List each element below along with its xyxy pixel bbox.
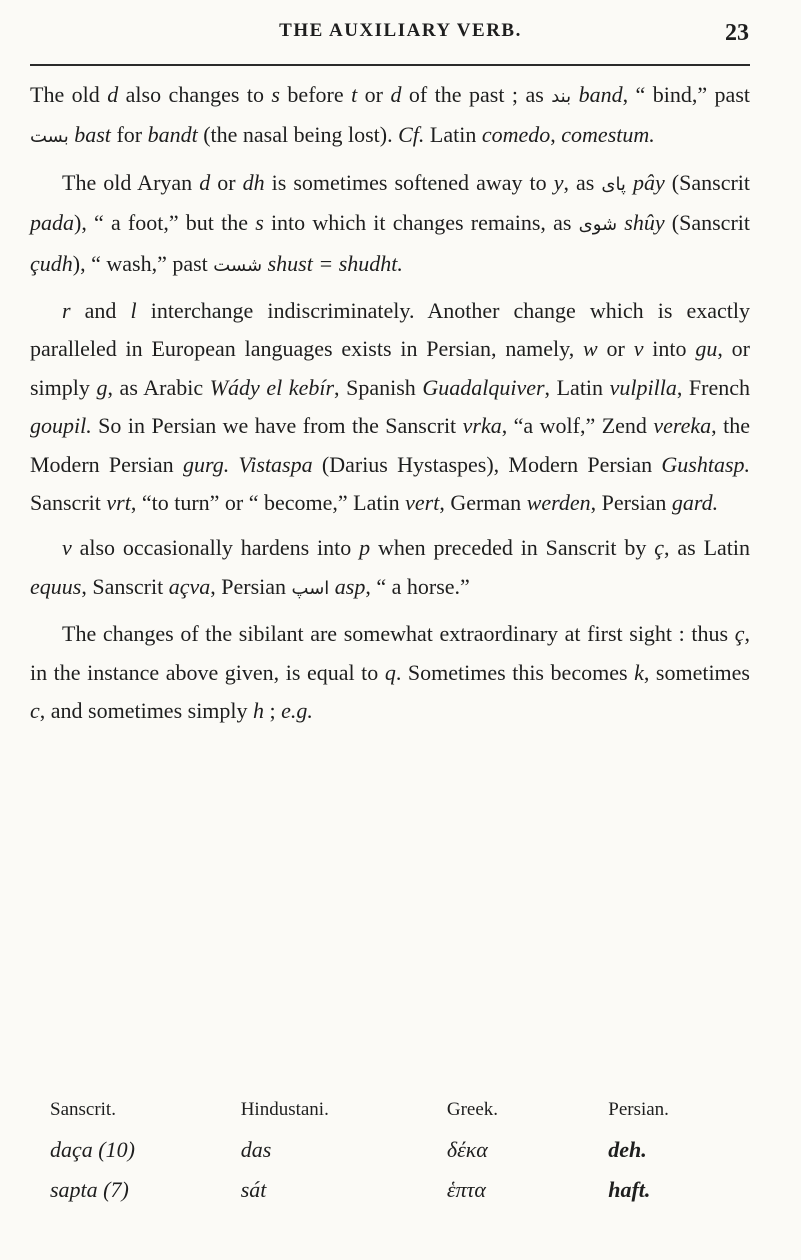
italic-term: v [633,336,644,362]
italic-term: shûy [624,210,665,236]
text-run: is sometimes softened away to [264,169,554,195]
text-run: or [210,169,243,195]
italic-term: bandt [147,122,198,148]
text-run: , or simply [30,336,751,400]
italic-term: t [351,82,358,107]
italic-term: d [390,82,402,107]
table-cell: daça (10) [50,1137,135,1162]
text-run: ), “ a foot,” but the [74,210,256,236]
italic-term: goupil. [30,413,92,439]
column-header-hindustani: Hindustani. [240,1099,329,1120]
italic-term: çudh [30,250,73,276]
arabic-script-word: بست [30,126,69,148]
text-run: (Darius Hystaspes), Modern Persian [312,451,662,477]
text-run: So in Persian we have from the Sanscrit [91,413,463,439]
italic-term: r [62,298,71,324]
italic-term: Guadalquiver [422,374,545,400]
text-run: or [357,82,391,107]
arabic-script-word: اسپ [291,577,330,599]
text-run: Sanscrit [30,490,107,516]
italic-term: ç [654,535,665,561]
italic-term: d [107,82,119,107]
italic-term: h [253,698,265,724]
text-run: , the Modern Persian [30,413,751,477]
text-run: , [550,122,562,148]
body-text [30,76,750,731]
arabic-script-word: شست [213,254,263,276]
italic-term: v [62,535,72,561]
italic-term: bast [74,122,111,148]
text-run: , sometimes [643,659,750,685]
italic-term: vert [405,490,440,516]
text-run: , “to turn” or “ become,” Latin [130,490,406,516]
italic-term: l [130,298,137,324]
arabic-script-word: شوی [578,214,618,236]
table-cell: deh. [608,1137,647,1162]
text-run: into which it changes remains, as [263,210,579,236]
text-run: and [70,298,131,324]
italic-term: q [384,659,396,685]
italic-term: werden [526,490,591,516]
column-header-sanscrit: Sanscrit. [50,1099,116,1120]
italic-term: c [30,698,40,724]
text-run [571,82,578,107]
italic-term: dh [242,169,265,195]
italic-term: d [199,169,211,195]
text-run: , “ bind,” past [622,82,750,107]
paragraph-r-l-interchange [30,292,750,522]
text-run: ), “ wash,” past [72,250,214,276]
text-run: , Latin [544,374,610,400]
italic-term: comedo [481,122,551,148]
text-run: , Persian [590,490,672,516]
text-run: also occasionally hardens into [71,535,360,561]
table-row [50,1170,740,1210]
text-run: The old [30,82,108,107]
italic-term: s [271,82,280,107]
italic-term: vrt [106,490,131,516]
text-run: , and sometimes simply [39,698,254,724]
table-row [50,1130,740,1170]
table-cell: das [240,1137,272,1162]
table-header-row [50,1090,740,1130]
table-cell: δέκα [446,1137,488,1162]
italic-term: e.g. [281,698,313,724]
arabic-script-word: پای [601,173,626,195]
column-header-persian: Persian. [608,1099,669,1120]
italic-term: g [96,374,108,400]
italic-term: açva [168,573,211,599]
italic-term: k [634,659,644,685]
column-header-greek: Greek. [446,1099,499,1120]
italic-term: band [578,82,623,107]
table-cell: sapta (7) [50,1177,129,1202]
text-run: (Sanscrit [664,210,750,236]
italic-term: shust = shudht. [267,250,403,276]
text-run: . Sometimes this becomes [395,659,635,685]
paragraph-aryan-d-softened [30,164,750,285]
italic-term: Cf. [398,122,425,148]
italic-term: p [359,535,371,561]
italic-term: s [255,210,264,236]
text-run: The changes of the sibilant are somewhat extraordinary at first sight : thus [62,621,735,647]
text-run: The old Aryan [62,169,200,195]
italic-term: asp [334,573,366,599]
text-run: , in the instance above given, is equal to [30,621,750,685]
text-run: into [643,336,696,362]
text-run [626,170,633,195]
italic-term: equus [30,573,82,599]
text-run: ; [264,698,282,724]
comparison-table [50,1090,740,1210]
text-run: , as Latin [664,535,750,561]
text-run: , “ a horse.” [365,573,470,599]
paragraph-old-d-to-s [30,76,750,157]
italic-term: vrka [462,413,502,439]
text-run: for [110,122,148,148]
text-run: , French [676,374,751,400]
table-cell: sát [240,1177,267,1202]
text-run: , Persian [210,573,292,599]
paragraph-v-hardens [30,529,750,608]
italic-term: y [553,169,564,195]
text-run: or [597,336,634,362]
arabic-script-word: بند [551,86,572,107]
text-run: of the past ; as [401,82,552,107]
italic-term: pada [30,210,74,236]
paragraph-sibilant-changes [30,615,750,730]
text-run: , as [563,169,602,195]
running-title: THE AUXILIARY VERB. [279,20,522,41]
italic-term: pây [633,169,665,195]
italic-term: Wády el kebír [209,374,335,400]
italic-term: gard. [671,490,719,516]
text-run: , “a wolf,” Zend [501,413,654,439]
italic-term: vulpilla [609,374,677,400]
table-cell: haft. [608,1177,651,1202]
text-run: interchange indiscriminately. Another change which is exactly paralleled in European languages exists in Persian, namely, [30,298,750,362]
italic-term: comestum. [561,122,655,148]
text-run: , Spanish [334,374,423,400]
text-run: (Sanscrit [664,169,751,195]
running-head [0,20,801,60]
text-run: (the nasal being lost). [197,122,399,148]
table-cell: ἑπτα [446,1177,486,1202]
italic-term: Gushtasp. [661,451,751,477]
text-run: when preceded in Sanscrit by [370,535,655,561]
text-run: before [279,82,352,107]
italic-term: gu [695,336,718,362]
text-run: also changes to [118,82,272,107]
header-rule [30,64,750,66]
page-number: 23 [725,20,749,46]
italic-term: vereka [653,413,712,439]
italic-term: w [583,336,598,362]
text-run: Latin [424,122,482,148]
italic-term: ç [734,621,745,647]
text-run: , Sanscrit [81,573,169,599]
text-run: , as Arabic [107,374,210,400]
italic-term: gurg. [182,451,230,477]
italic-term: Vistaspa [238,451,313,477]
text-run: , German [439,490,527,516]
